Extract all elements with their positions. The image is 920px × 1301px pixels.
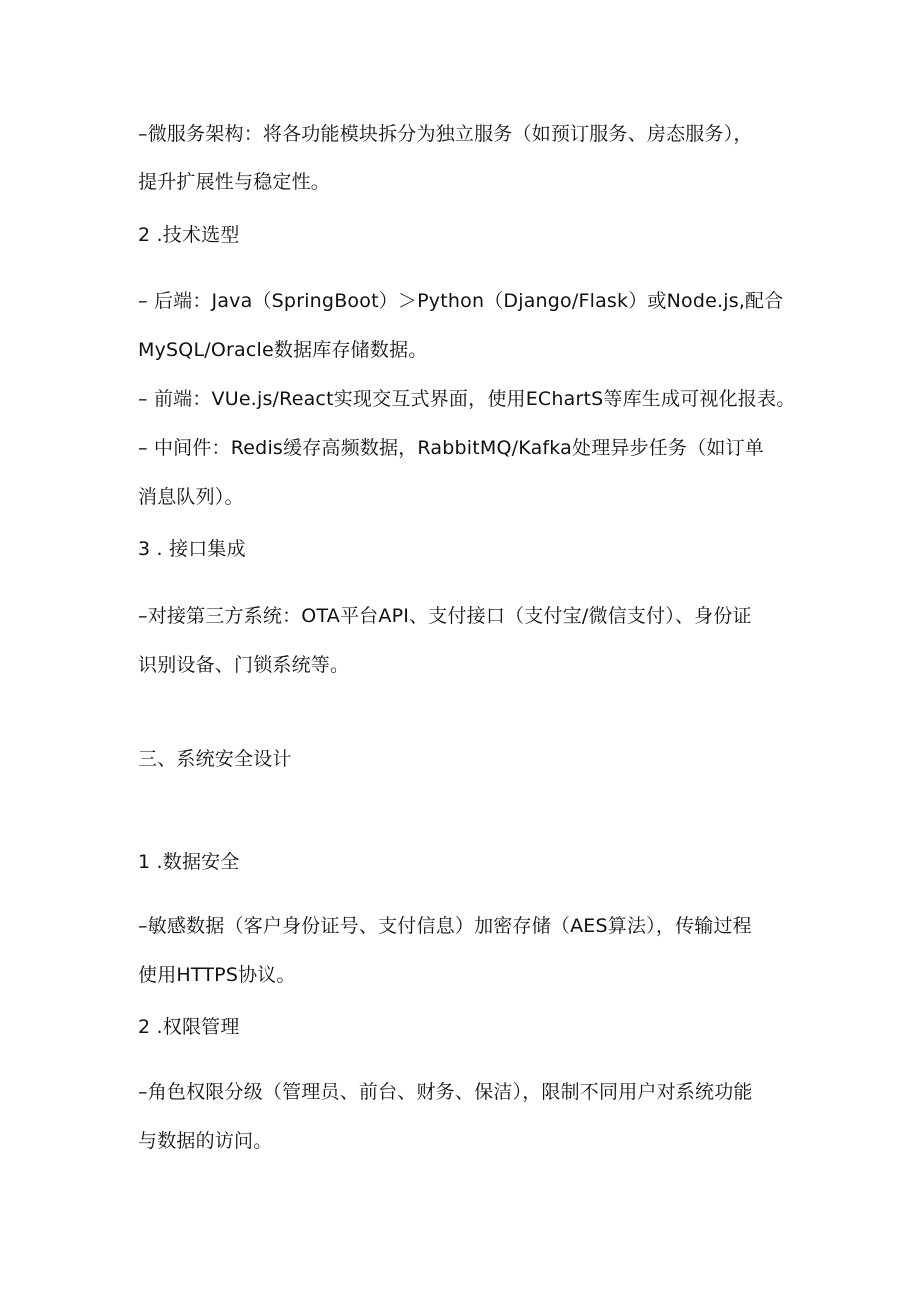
paragraph-line: –敏感数据（客户身份证号、支付信息）加密存储（AES算法），传输过程 — [138, 915, 752, 937]
paragraph-line: 使用HTTPS协议。 — [138, 964, 296, 986]
paragraph-line: – 前端：VUe.js/React实现交互式界面，使用EChartS等库生成可视化报表。 — [138, 388, 796, 410]
paragraph-line: –微服务架构：将各功能模块拆分为独立服务（如预订服务、房态服务）， — [138, 123, 753, 145]
paragraph-line: MySQL/Oracle数据库存储数据。 — [138, 339, 428, 361]
section-heading: 1 .数据安全 — [138, 851, 240, 873]
paragraph-line: –角色权限分级（管理员、前台、财务、保洁），限制不同用户对系统功能 — [138, 1081, 753, 1103]
paragraph-line: –对接第三方系统：OTA平台API、支付接口（支付宝/微信支付）、身份证 — [138, 605, 752, 627]
paragraph-line: 识别设备、门锁系统等。 — [138, 654, 350, 676]
paragraph-line: 与数据的访问。 — [138, 1130, 273, 1152]
chapter-heading: 三、系统安全设计 — [138, 748, 292, 770]
paragraph-line: – 后端：Java（SpringBoot）＞Python（Django/Flask）或Node.js,配合 — [138, 290, 784, 312]
paragraph-line: 提升扩展性与稳定性。 — [138, 171, 331, 193]
paragraph-line: 消息队列）。 — [138, 486, 244, 508]
paragraph-line: – 中间件：Redis缓存高频数据，RabbitMQ/Kafka处理异步任务（如订单 — [138, 437, 765, 459]
section-heading: 2 .权限管理 — [138, 1016, 240, 1038]
section-heading: 2 .技术选型 — [138, 224, 240, 246]
section-heading: 3 . 接口集成 — [138, 538, 246, 560]
